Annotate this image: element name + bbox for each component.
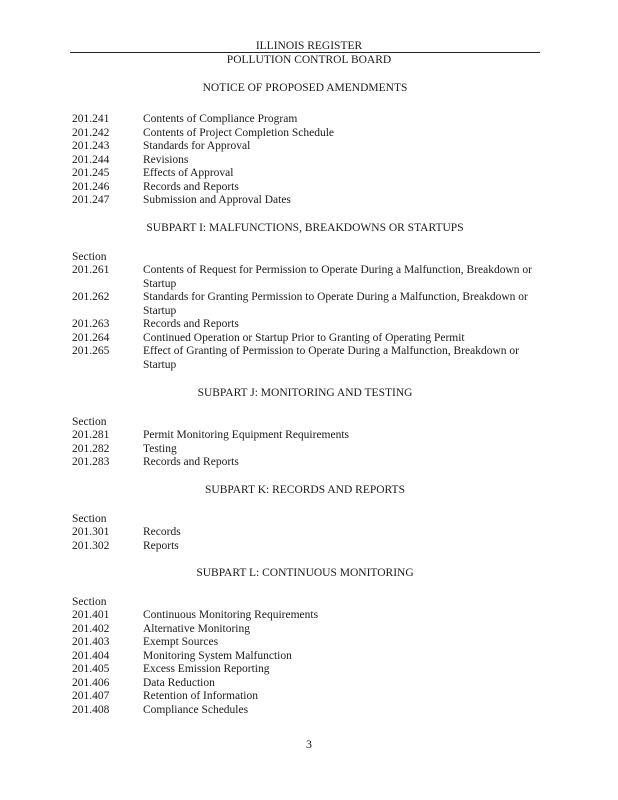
- section-number: 201.261: [72, 264, 110, 276]
- section-title: Continued Operation or Startup Prior to Granting of Operating Permit: [143, 331, 465, 344]
- section-title: Contents of Project Completion Schedule: [143, 126, 335, 139]
- section-label: Section: [72, 513, 107, 525]
- notice-title: NOTICE OF PROPOSED AMENDMENTS: [202, 82, 408, 94]
- section-title: Reports: [143, 539, 179, 552]
- section-number: 201.281: [72, 429, 110, 441]
- section-label: Section: [72, 416, 107, 428]
- section-number: 201.301: [72, 526, 110, 538]
- section-title: Testing: [143, 442, 177, 455]
- section-title: Excess Emission Reporting: [143, 663, 270, 675]
- toc-row: [72, 127, 547, 141]
- section-number: 201.247: [72, 194, 110, 206]
- section-title: Continuous Monitoring Requirements: [143, 609, 319, 621]
- section-title: Contents of Compliance Program: [143, 113, 298, 125]
- section-title: Standards for Granting Permission to Operate During a Malfunction, Breakdown or Startup: [143, 291, 528, 317]
- toc-row: [72, 443, 547, 457]
- toc-row: [72, 194, 547, 208]
- section-label: Section: [72, 251, 107, 263]
- board-title: POLLUTION CONTROL BOARD: [226, 54, 392, 66]
- section-title: Data Reduction: [143, 676, 215, 689]
- toc-row: [72, 167, 547, 181]
- section-title: Revisions: [143, 153, 189, 166]
- toc-row: [72, 650, 547, 664]
- section-number: 201.264: [72, 331, 110, 344]
- section-title: Contents of Request for Permission to Operate During a Malfunction, Breakdown or Startup: [143, 264, 533, 290]
- section-title: Submission and Approval Dates: [143, 194, 291, 206]
- section-number: 201.244: [72, 153, 110, 166]
- section-number: 201.245: [72, 167, 110, 179]
- toc-row: [72, 704, 547, 718]
- toc-row: [72, 623, 547, 637]
- section-title: Permit Monitoring Equipment Requirements: [143, 429, 350, 441]
- section-title: Monitoring System Malfunction: [143, 649, 292, 662]
- section-title: Records and Reports: [143, 180, 239, 193]
- section-number: 201.242: [72, 126, 110, 139]
- toc-row: [72, 456, 547, 470]
- section-number: 201.302: [72, 539, 110, 552]
- section-title: Exempt Sources: [143, 636, 219, 648]
- section-title: Retention of Information: [143, 690, 258, 702]
- toc-row: [72, 154, 547, 168]
- section-title: Records and Reports: [143, 318, 239, 330]
- toc-row: [72, 345, 547, 372]
- toc-row: [72, 677, 547, 691]
- section-number: 201.265: [72, 345, 110, 357]
- section-title: Records: [143, 526, 181, 538]
- section-number: 201.262: [72, 291, 110, 303]
- section-title: Alternative Monitoring: [143, 622, 250, 635]
- section-number: 201.243: [72, 140, 110, 152]
- subpart-heading: SUBPART J: MONITORING AND TESTING: [197, 387, 413, 399]
- toc-row: [72, 113, 547, 127]
- toc-row: [72, 429, 547, 443]
- section-number: 201.408: [72, 703, 110, 716]
- page-number: 3: [306, 737, 312, 751]
- subpart-heading: SUBPART I: MALFUNCTIONS, BREAKDOWNS OR STARTUPS: [146, 222, 464, 234]
- section-number: 201.402: [72, 622, 110, 635]
- section-number: 201.407: [72, 690, 110, 702]
- register-title: ILLINOIS REGISTER: [255, 40, 363, 52]
- section-number: 201.405: [72, 663, 110, 675]
- section-number: 201.263: [72, 318, 110, 330]
- section-title: Standards for Approval: [143, 140, 251, 152]
- toc-row: [72, 609, 547, 623]
- section-number: 201.403: [72, 636, 110, 648]
- section-label: Section: [72, 596, 107, 608]
- section-title: Compliance Schedules: [143, 703, 249, 716]
- toc-row: [72, 264, 547, 291]
- section-number: 201.406: [72, 676, 110, 689]
- section-number: 201.282: [72, 442, 110, 455]
- section-number: 201.246: [72, 180, 110, 193]
- toc-row: [72, 540, 547, 554]
- section-title: Effect of Granting of Permission to Operate During a Malfunction, Breakdown or Startup: [143, 345, 519, 371]
- toc-row: [72, 318, 547, 332]
- subpart-heading: SUBPART L: CONTINUOUS MONITORING: [196, 567, 414, 579]
- toc-row: [72, 181, 547, 195]
- section-number: 201.404: [72, 649, 110, 662]
- toc-row: [72, 690, 547, 704]
- subpart-heading: SUBPART K: RECORDS AND REPORTS: [205, 484, 405, 496]
- toc-row: [72, 332, 547, 346]
- section-title: Records and Reports: [143, 456, 239, 468]
- section-number: 201.241: [72, 113, 110, 125]
- section-title: Effects of Approval: [143, 167, 234, 179]
- toc-row: [72, 140, 547, 154]
- header-rule: [70, 52, 540, 53]
- section-number: 201.283: [72, 456, 110, 468]
- section-number: 201.401: [72, 609, 110, 621]
- toc-row: [72, 526, 547, 540]
- toc-row: [72, 636, 547, 650]
- toc-row: [72, 291, 547, 318]
- toc-row: [72, 663, 547, 677]
